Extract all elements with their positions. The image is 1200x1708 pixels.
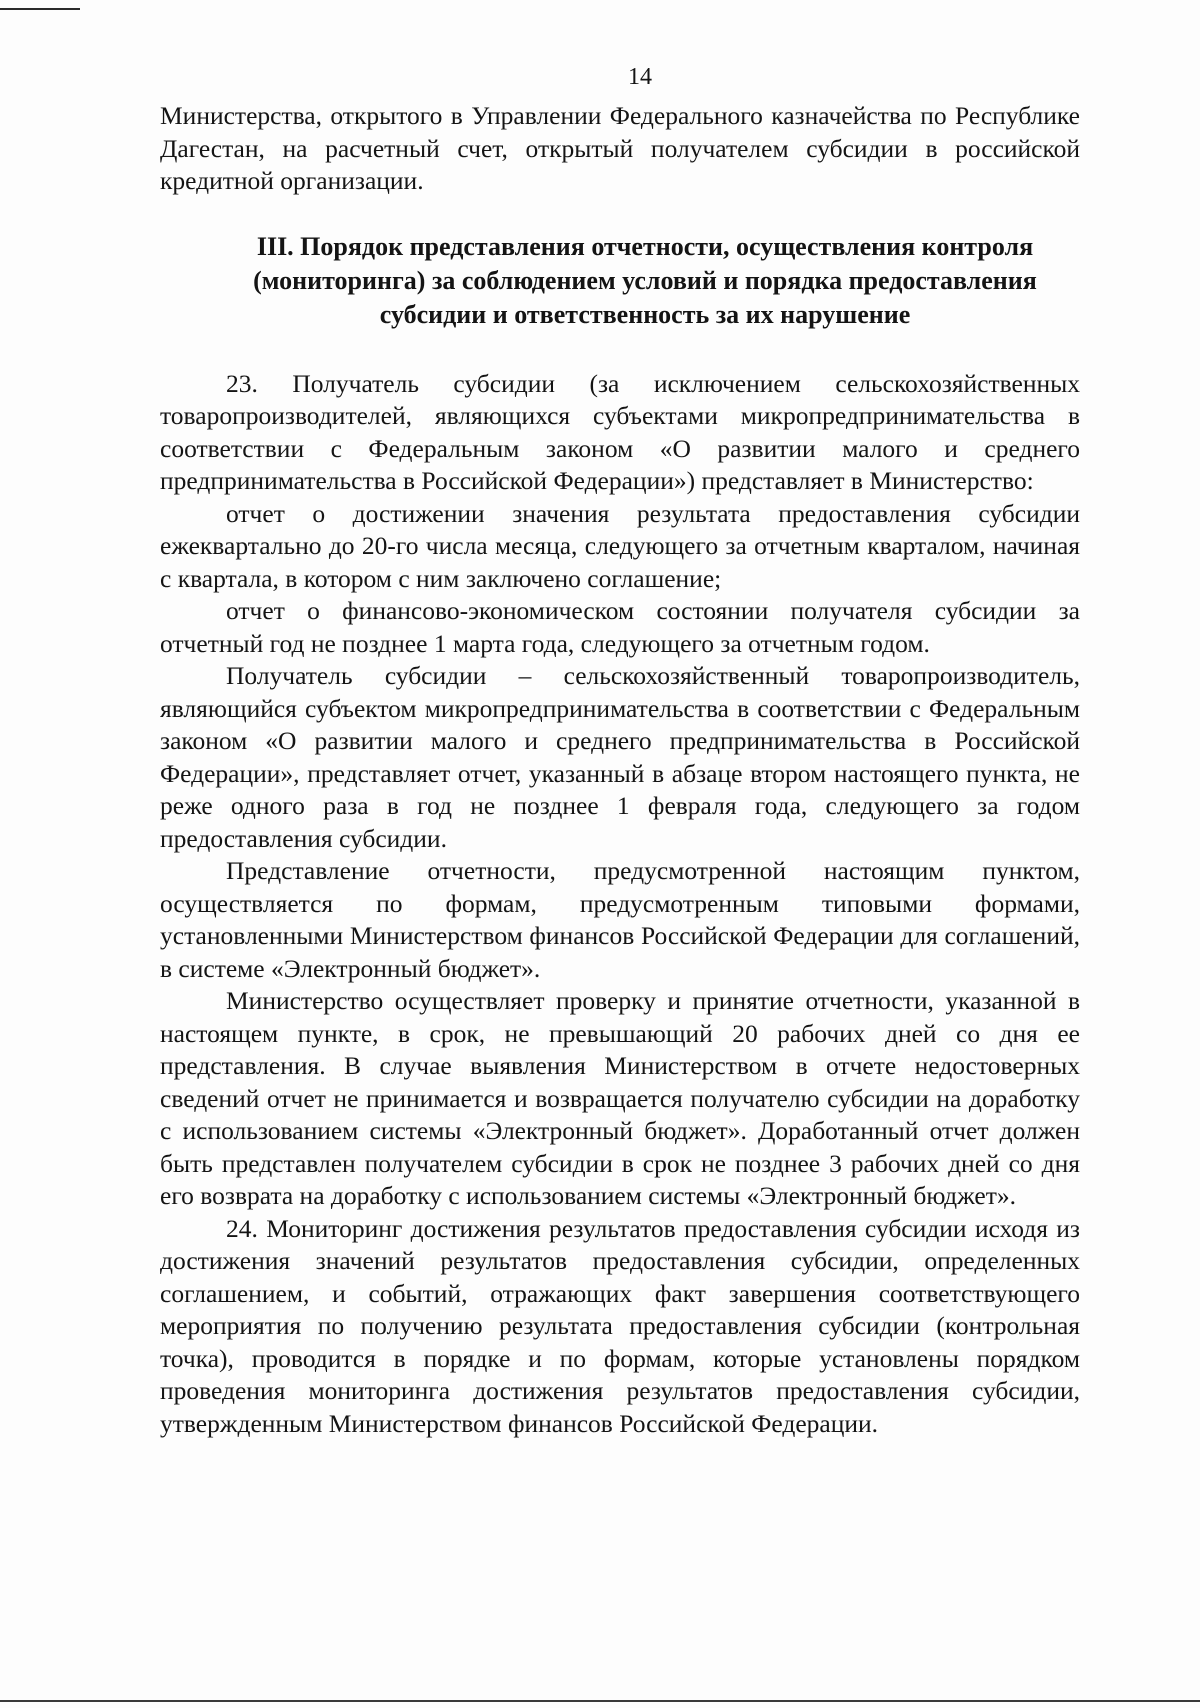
paragraph-quarterly-report: отчет о достижении значения результата предоставления субсидии ежеквартально до 20-го числа месяца, следующего за отчетным кварталом, начиная с квартала, в котором с ним заключено соглашение;: [160, 498, 1080, 593]
document-body: [160, 62, 1080, 1440]
paragraph-item-23: 23. Получатель субсидии (за исключением сельскохозяйственных товаропроизводителей, являющихся субъектами микропредпринимательства в соответствии с Федеральным законом «О развитии малого и среднего предпринимательства в Российской Федерации») представляет в Министерство:: [160, 368, 1080, 495]
paragraph-continuation: Министерства, открытого в Управлении Федерального казначейства по Республике Дагестан, на расчетный счет, открытый получателем субсидии в российской кредитной организации.: [160, 101, 1080, 195]
paragraph-micro-enterprise: Получатель субсидии – сельскохозяйственный товаропроизводитель, являющийся субъектом микропредпринимательства в соответствии с Федеральным законом «О развитии малого и среднего предпринимательства в Российской Федерации», представляет отчет, указанный в абзаце втором настоящего пункта, не реже одного раза в год не позднее 1 февраля года, следующего за годом предоставления субсидии.: [160, 661, 1080, 853]
section-heading: III. Порядок представления отчетности, осуществления контроля (мониторинга) за соблюдением условий и порядка предоставления субсидии и ответственность за их нарушение: [253, 231, 1037, 329]
scan-edge-bottom: [0, 1700, 1200, 1702]
paragraph-item-24: 24. Мониторинг достижения результатов предоставления субсидии исходя из достижения значений результатов предоставления субсидии, определенных соглашением, и событий, отражающих факт завершения соответствующего мероприятия по получению результата предоставления субсидии (контрольная точка), проводится в порядке и по формам, которые установлены порядком проведения мониторинга достижения результатов предоставления субсидии, утвержденным Министерством финансов Российской Федерации.: [160, 1213, 1080, 1438]
page-number: 14: [628, 64, 652, 90]
scan-edge-top: [0, 8, 80, 10]
paragraph-annual-report: отчет о финансово-экономическом состоянии получателя субсидии за отчетный год не позднее 1 марта года, следующего за отчетным годом.: [160, 596, 1080, 658]
paragraph-report-forms: Представление отчетности, предусмотренной настоящим пунктом, осуществляется по формам, предусмотренным типовыми формами, установленными Министерством финансов Российской Федерации для соглашений, в системе «Электронный бюджет».: [160, 856, 1080, 983]
paragraph-report-verification: Министерство осуществляет проверку и принятие отчетности, указанной в настоящем пункте, в срок, не превышающий 20 рабочих дней со дня ее представления. В случае выявления Министерством в отчете недостоверных сведений отчет не принимается и возвращается получателю субсидии на доработку с использованием системы «Электронный бюджет». Доработанный отчет должен быть представлен получателем субсидии в срок не позднее 3 рабочих дней со дня его возврата на доработку с использованием системы «Электронный бюджет».: [160, 986, 1080, 1210]
